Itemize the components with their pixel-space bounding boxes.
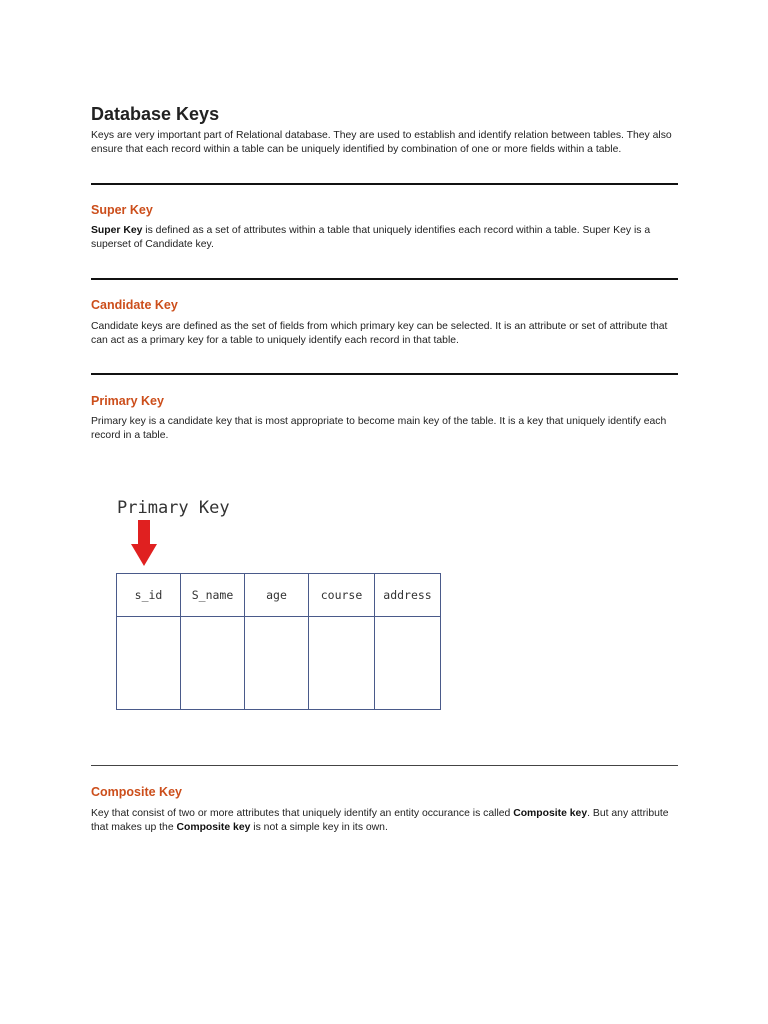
intro-paragraph: Keys are very important part of Relational database. They are used to establish and identify relation between tables. They also ensure that each record within a table can be uniquely identified by combination of one or more fields within a table. (91, 130, 672, 155)
composite-key-term: Composite key (176, 822, 251, 833)
composite-key-body-3: is not a simple key in its own. (250, 822, 388, 833)
primary-key-heading: Primary Key (91, 394, 164, 408)
candidate-key-heading: Candidate Key (91, 298, 178, 312)
super-key-body: is defined as a set of attributes within a table that uniquely identifies each record within a table. Super Key is a superset of Candidate key. (91, 225, 651, 250)
page-title: Database Keys (91, 104, 220, 124)
super-key-term: Super Key (91, 225, 143, 236)
composite-key-paragraph (91, 807, 681, 835)
section-divider (91, 373, 678, 375)
super-key-heading: Super Key (91, 203, 153, 217)
column-header: s_id (117, 574, 181, 617)
table-cell (245, 617, 309, 710)
composite-key-body-1: Key that consist of two or more attributes that uniquely identify an entity occurance is called (91, 808, 514, 819)
composite-key-heading: Composite Key (91, 785, 182, 799)
section-divider (91, 183, 678, 185)
composite-key-body-2: . But any attribute that makes up the (91, 808, 669, 833)
section-divider (91, 278, 678, 280)
arrow-down-icon (131, 520, 157, 566)
diagram-label: Primary Key (117, 498, 230, 518)
candidate-key-paragraph: Candidate keys are defined as the set of fields from which primary key can be selected. It is an attribute or set of attribute that can act as a primary key for a table to uniquely identify each record in that table. (91, 321, 668, 346)
column-header: age (245, 574, 309, 617)
table-cell (309, 617, 375, 710)
primary-key-diagram (100, 490, 460, 720)
primary-key-paragraph: Primary key is a candidate key that is most appropriate to become main key of the table. It is a key that uniquely identify each record in a table. (91, 416, 667, 441)
student-table (116, 573, 441, 710)
section-divider (91, 765, 678, 766)
column-header: course (309, 574, 375, 617)
table-cell (181, 617, 245, 710)
super-key-paragraph (91, 224, 681, 252)
table-cell (117, 617, 181, 710)
composite-key-term: Composite key (513, 808, 588, 819)
column-header: S_name (181, 574, 245, 617)
table-row (117, 617, 441, 710)
column-header: address (375, 574, 441, 617)
table-cell (375, 617, 441, 710)
table-header-row (117, 574, 441, 617)
